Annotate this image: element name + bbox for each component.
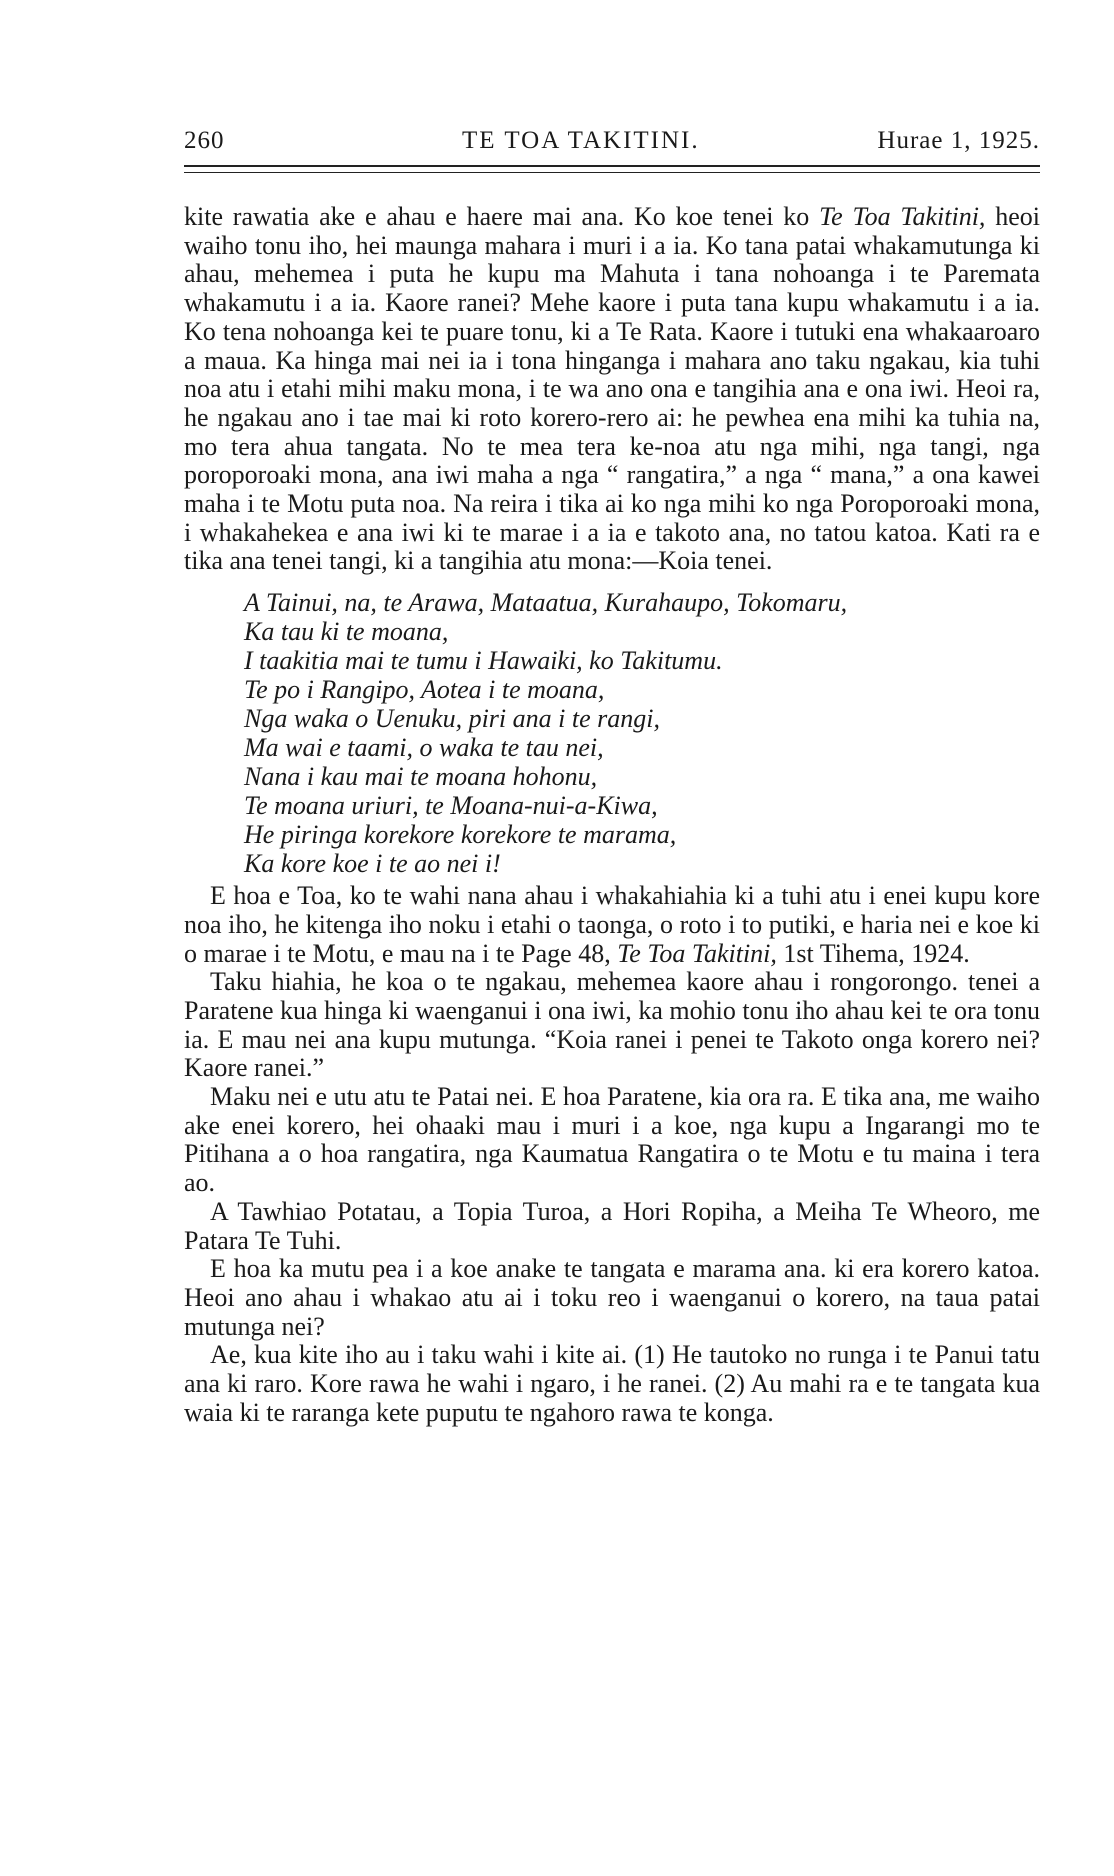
paragraph-2-text-a: E hoa e Toa, ko te wahi nana ahau i whakahiahia ki a tuhi atu i enei kupu kore noa iho, he kitenga iho noku i etahi o taonga, o roto i to putiki, e haria nei e koe ki o marae i te Motu, e mau na i te Page 48, <box>184 881 1040 968</box>
paragraph-2-italic-title: Te Toa Takitini, <box>617 938 777 968</box>
poem-line: Ma wai e taami, o waka te tau nei, <box>244 733 604 763</box>
issue-date: Hurae 1, 1925. <box>877 127 1040 154</box>
poem-line: A Tainui, na, te Arawa, Mataatua, Kurahaupo, Tokomaru, <box>244 588 848 618</box>
paragraph-2-text-c: 1st Tihema, 1924. <box>776 938 970 968</box>
article-body <box>184 203 1040 1428</box>
paragraph-1-text-c: heoi waiho tonu iho, hei maunga mahara i muri i a ia. Ko tana patai whakamutunga ki ahau, mehemea i puta he kupu ma Mahuta i tana nohoanga i te Paremata whakamutu i a ia. Kaore ranei? Mehe kaore i puta tana kupu whakamutu i a ia. Ko tena nohoanga kei te puare tonu, ki a Te Rata. Kaore i tutuki ena whakaaroaro a maua. Ka hinga mai nei ia i tona hinganga i mahara ano taku ngakau, kia tuhi noa atu i etahi mihi maku mona, i te wa ano ona e tangihia ana e ona iwi. Heoi ra, he ngakau ano i tae mai ki roto korero-rero ai: he pewhea ena mihi ka tuhia na, mo tera ahua tangata. No te mea tera ke-noa atu nga mihi, nga tangi, nga poroporoaki mona, ana iwi maha a nga “ rangatira,” a nga “ mana,” a ona kawei maha i te Motu puta noa. Na reira i tika ai ko nga mihi ko nga Poroporoaki mona, i whakahekea e ana iwi ki te marae i a ia e takoto ana, no tatou katoa. Kati ra e tika ana tenei tangi, ki a tangihia atu mona:—Koia tenei. <box>184 202 1041 576</box>
poem-line: I taakitia mai te tumu i Hawaiki, ko Takitumu. <box>244 646 723 676</box>
poem-line: Nana i kau mai te moana hohonu, <box>244 762 598 792</box>
paragraph-3: Taku hiahia, he koa o te ngakau, mehemea kaore ahau i rongorongo. tenei a Paratene kua hinga ki waenganui i ona iwi, ka mohio tonu iho ahau kei te ora tonu ia. E mau nei ana kupu mutunga. “Koia ranei i penei te Takoto onga korero nei? Kaore ranei.” <box>184 967 1040 1083</box>
paragraph-2 <box>184 882 1040 968</box>
paragraph-1-italic-title: Te Toa Takitini, <box>819 202 986 231</box>
journal-title: TE TOA TAKITINI. <box>462 127 700 154</box>
paragraph-5: A Tawhiao Potatau, a Topia Turoa, a Hori Ropiha, a Meiha Te Wheoro, me Patara Te Tuhi. <box>184 1196 1040 1255</box>
page-number: 260 <box>184 127 225 154</box>
poem-line: Nga waka o Uenuku, piri ana i te rangi, <box>244 704 660 734</box>
header-rule-thick <box>184 165 1040 167</box>
header-rule-thin <box>184 172 1040 173</box>
paragraph-1 <box>184 203 1040 576</box>
poem-line: Ka tau ki te moana, <box>244 617 449 647</box>
running-header <box>184 127 1040 167</box>
poem <box>244 588 1040 878</box>
poem-line: He piringa korekore korekore te marama, <box>244 820 677 850</box>
poem-line: Te po i Rangipo, Aotea i te moana, <box>244 675 605 705</box>
paragraph-7: Ae, kua kite iho au i taku wahi i kite ai. (1) He tautoko no runga i te Panui tatu ana ki raro. Kore rawa he wahi i ngaro, i he ranei. (2) Au mahi ra e te tangata kua waia ki te raranga kete puputu te ngahoro rawa te konga. <box>184 1340 1040 1427</box>
paragraph-6: E hoa ka mutu pea i a koe anake te tangata e marama ana. ki era korero katoa. Heoi ano ahau i whakao atu ai i toku reo i waenganui o korero, na taua patai mutunga nei? <box>184 1254 1040 1341</box>
poem-line: Ka kore koe i te ao nei i! <box>244 849 501 879</box>
poem-line: Te moana uriuri, te Moana-nui-a-Kiwa, <box>244 791 658 821</box>
paragraph-4: Maku nei e utu atu te Patai nei. E hoa Paratene, kia ora ra. E tika ana, me waiho ake enei korero, hei ohaaki mau i muri i a koe, nga kupu a Ingarangi mo te Pitihana a o hoa rangatira, nga Kaumatua Rangatira o te Motu e tu maina i tera ao. <box>184 1082 1040 1198</box>
paragraph-1-text-a: kite rawatia ake e ahau e haere mai ana. Ko koe tenei ko <box>184 202 810 231</box>
